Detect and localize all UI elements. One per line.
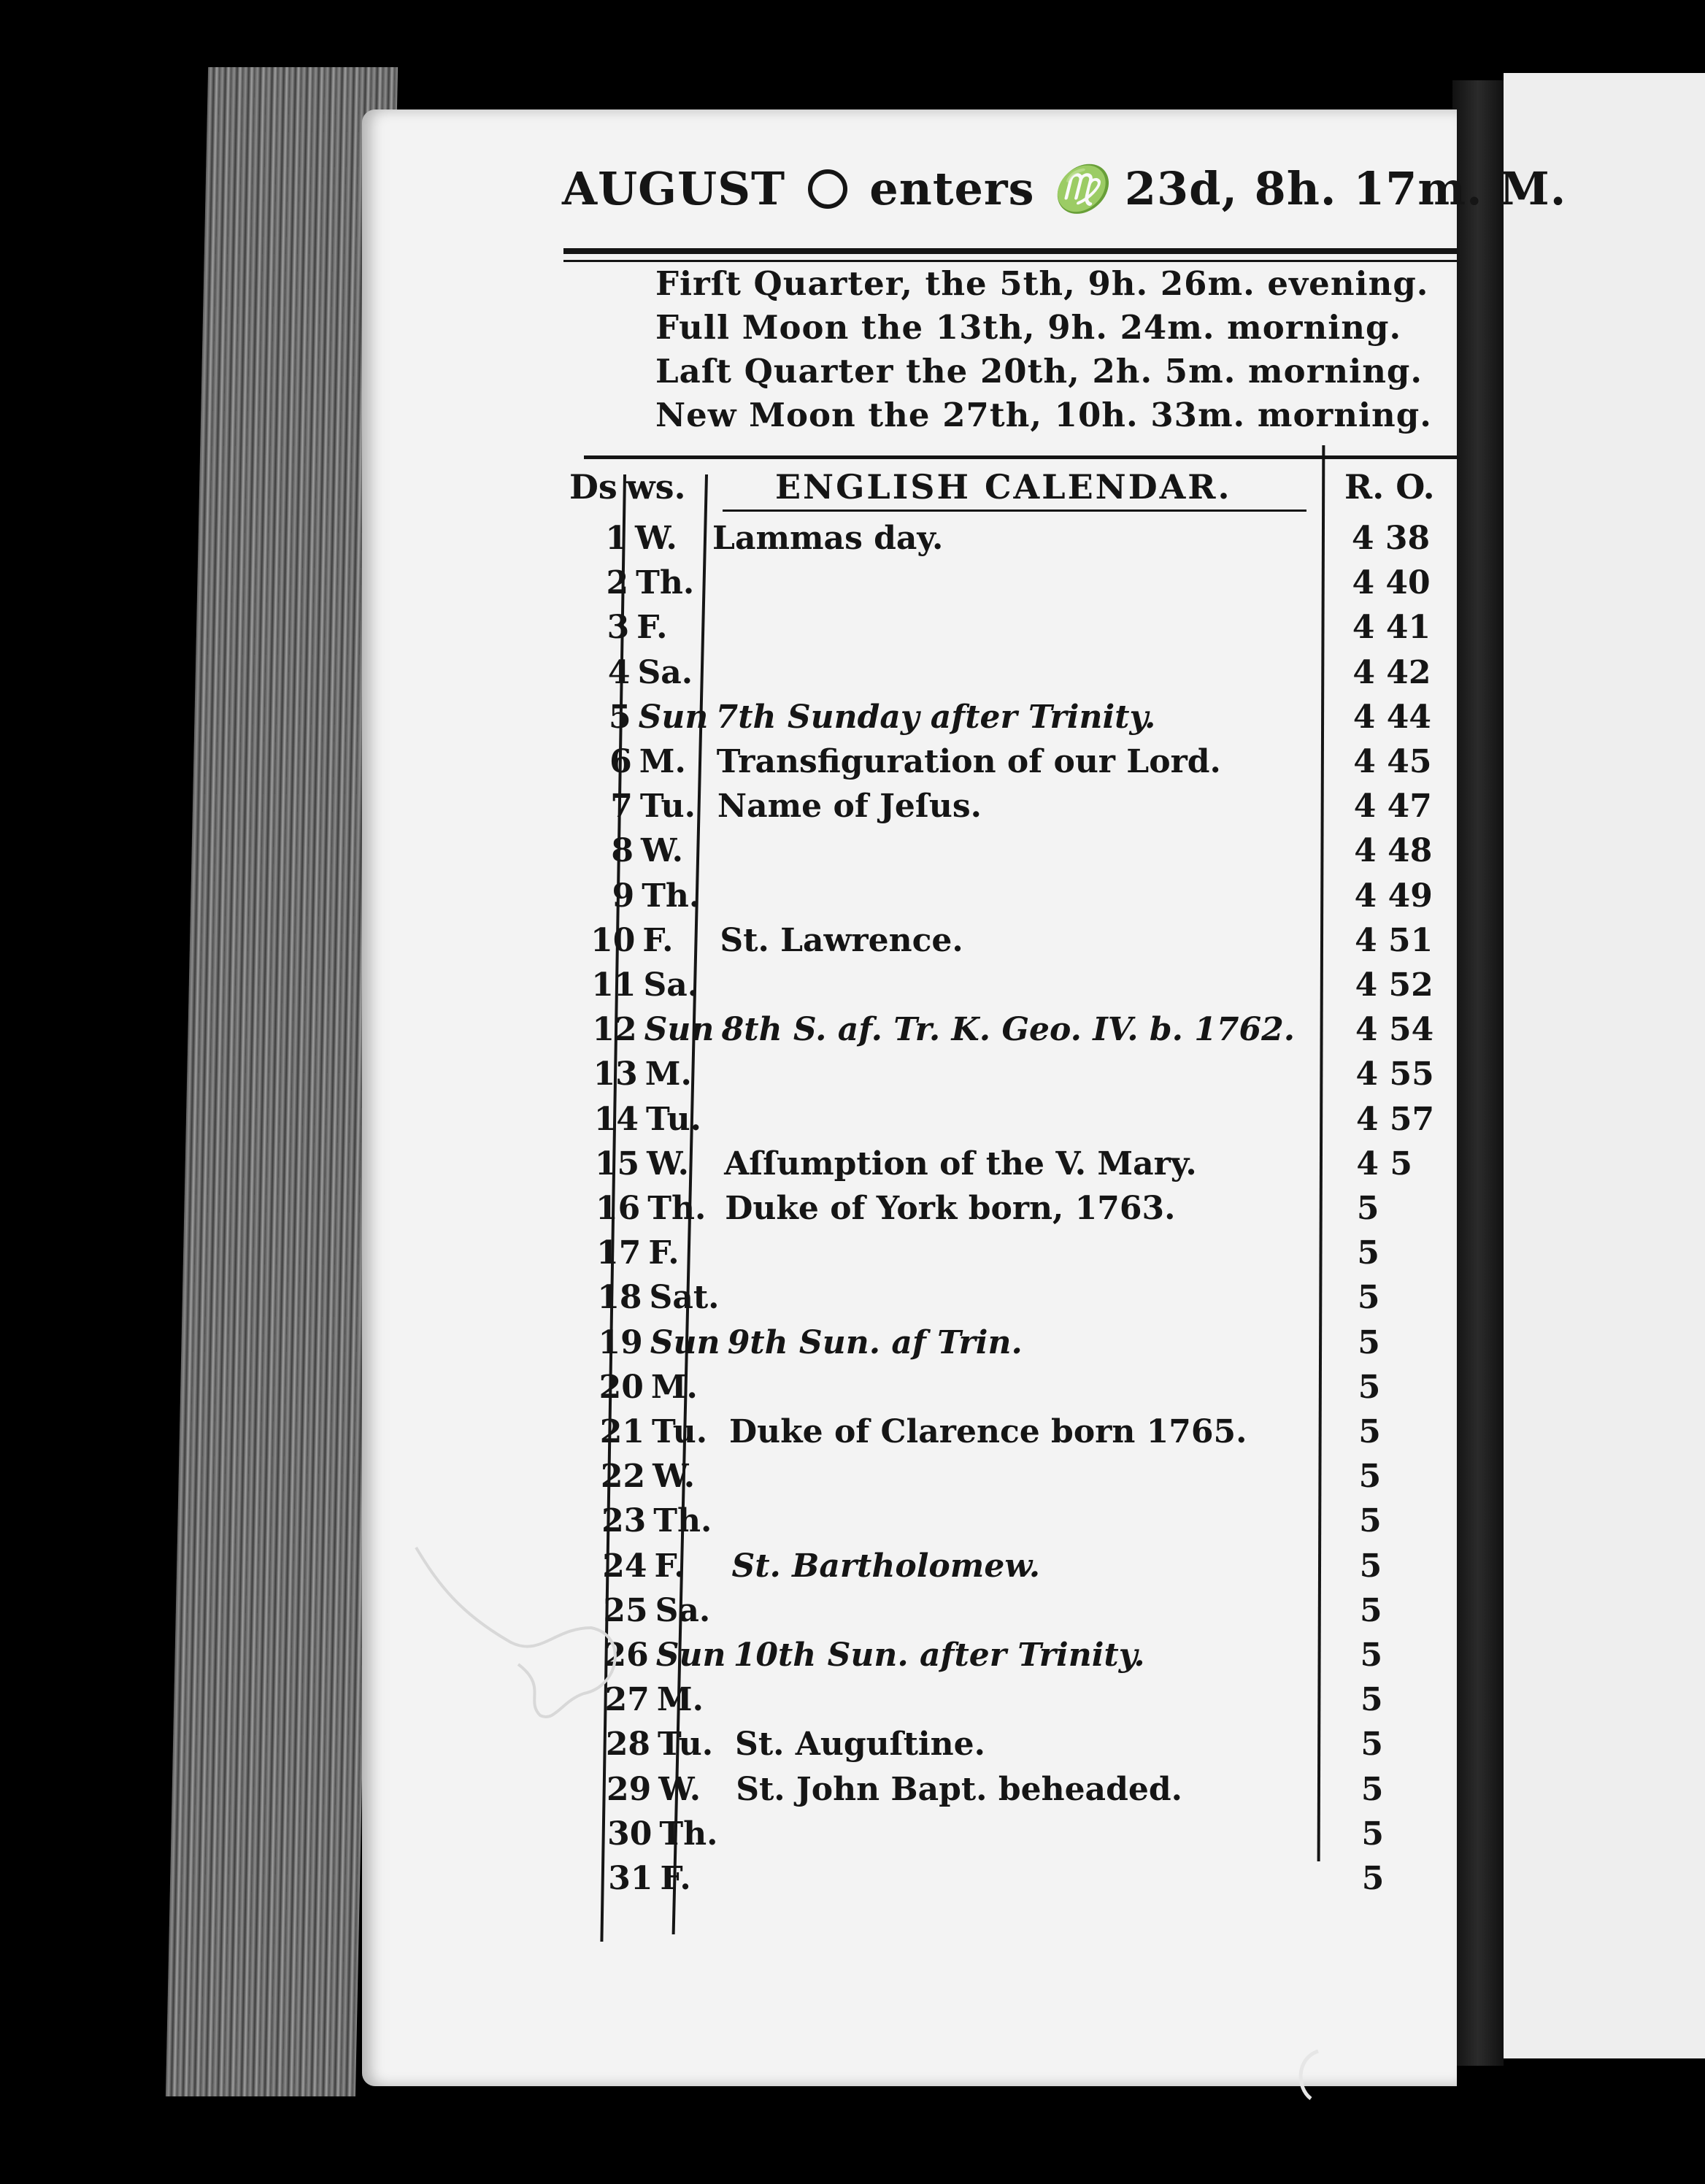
calendar-event: 7th Sunday after Trinity. [715,698,1156,736]
calendar-row [580,1056,1441,1099]
calendar-row [569,520,1431,564]
enters-word: enters [869,162,1035,215]
month-heading [562,162,1566,216]
weekday: W. [653,1458,696,1496]
calendar-event: Name of Jeſus. [717,788,982,826]
weekday: M. [650,1368,698,1406]
day-number: 19 [598,1323,643,1361]
calendar-event: St. Lawrence. [720,921,963,959]
day-number: 21 [599,1413,644,1450]
calendar-event: Duke of York born, 1763. [725,1190,1176,1227]
moon-phase-new-moon: New Moon the 27th, 10h. 33m. morning. [655,396,1432,434]
day-number: 12 [592,1011,637,1049]
day-number: 8 [611,832,634,870]
calendar-row [591,1681,1452,1725]
weekday: F. [660,1860,691,1897]
sunrise-time: 4 45 [1353,743,1432,780]
calendar-row [585,1324,1446,1368]
weekday: Tu. [658,1726,714,1764]
weekday: W. [641,832,683,870]
heading-rule-thin [563,260,1457,262]
calendar-event: Lammas day. [712,520,944,557]
weekday: M. [656,1681,704,1719]
sunrise-time: 5 [1360,1726,1384,1764]
weekday: Tu. [652,1413,708,1450]
day-number: 9 [612,877,635,915]
sunrise-time: 4 44 [1352,698,1431,736]
calendar-row [574,788,1436,831]
column-header-days: Ds [569,467,617,507]
weekday: Tu. [645,1100,701,1138]
sunrise-time: 4 55 [1355,1056,1434,1093]
sunrise-time: 4 42 [1352,653,1431,691]
sunrise-time: 4 54 [1355,1011,1434,1049]
sunrise-time: 4 38 [1352,520,1431,557]
sun-symbol-icon [808,169,847,209]
pencil-mark [1289,2044,1333,2102]
moon-phase-first-quarter: Firſt Quarter, the 5th, 9h. 26m. evening. [655,264,1429,303]
sunrise-time: 5 [1360,1681,1383,1719]
day-number: 6 [609,743,632,780]
calendar-row [571,609,1432,653]
weekday: Th. [642,877,701,915]
calendar-header-rule [723,510,1306,512]
calendar-row [570,564,1431,608]
sunrise-time: 5 [1358,1323,1380,1361]
day-number: 20 [599,1368,644,1406]
calendar-event: Transfiguration of our Lord. [716,743,1221,780]
calendar-event: Duke of Clarence born 1765. [729,1413,1247,1450]
weekday: Sa. [637,653,693,691]
day-number: 18 [597,1279,642,1317]
day-number: 17 [596,1234,642,1272]
calendar-row [579,1011,1440,1055]
sunrise-time: 5 [1357,1234,1379,1272]
weekday: Th. [659,1815,718,1853]
day-number: 27 [604,1681,650,1719]
day-number: 7 [610,788,633,826]
sunrise-time: 4 49 [1354,877,1433,915]
day-number: 24 [602,1547,647,1585]
entry-time: 23d, 8h. 17m. M. [1124,162,1567,215]
day-number: 22 [600,1458,646,1496]
calendar-row [587,1458,1448,1502]
weekday: Sun [638,698,709,736]
calendar-row [574,743,1435,787]
sunrise-time: 5 [1361,1815,1384,1853]
weekday: F. [636,609,668,647]
calendar-row [595,1860,1456,1904]
weekday: Sa. [643,966,699,1004]
sunrise-time: 4 40 [1352,564,1431,602]
day-number: 30 [607,1815,653,1853]
sunrise-time: 5 [1356,1190,1379,1227]
weekday: Th. [647,1190,707,1227]
sunrise-time: 5 [1358,1368,1381,1406]
day-number: 10 [590,921,636,959]
day-number: 15 [594,1145,640,1183]
calendar-row [573,699,1434,742]
day-number: 23 [601,1502,647,1540]
weekday: Sun [644,1011,715,1049]
calendar-row [592,1726,1453,1769]
weekday: W. [658,1770,701,1808]
sunrise-time: 5 [1359,1547,1382,1585]
weekday: Sun [650,1323,720,1361]
weekday: F. [642,921,674,959]
weekday: Th. [636,564,695,602]
day-number: 13 [593,1056,638,1093]
calendar-row [582,1190,1443,1234]
calendar-row [584,1279,1445,1323]
calendar-event: Aſſumption of the V. Mary. [724,1145,1197,1183]
day-number: 2 [606,564,629,602]
sunrise-time: 5 [1357,1279,1380,1317]
weekday: Sa. [655,1591,711,1629]
column-header-weeks: ws. [626,467,686,507]
calendar-row [585,1369,1447,1412]
day-number: 11 [591,966,636,1004]
day-number: 28 [605,1726,651,1764]
weekday: Sun [655,1637,726,1674]
calendar-row [586,1413,1447,1457]
day-number: 25 [603,1591,648,1629]
day-number: 14 [593,1100,639,1138]
column-header-calendar: ENGLISH CALENDAR. [775,467,1232,507]
day-number: 4 [607,653,631,691]
weekday: Th. [653,1502,712,1540]
calendar-row [590,1592,1451,1636]
sunrise-time: 4 48 [1354,832,1433,870]
calendar-row [578,966,1439,1010]
calendar-event: 9th Sun. af Trin. [727,1323,1023,1361]
day-number: 1 [605,520,628,557]
calendar-row [580,1101,1442,1145]
weekday: M. [639,743,686,780]
calendar-event: St. John Bapt. beheaded. [736,1770,1182,1808]
calendar-event: 8th S. af. Tr. K. Geo. IV. b. 1762. [721,1011,1296,1049]
sunrise-time: 4 41 [1352,609,1431,647]
calendar-row [581,1145,1442,1189]
calendar-row [590,1637,1452,1680]
day-number: 3 [607,609,630,647]
day-number: 26 [604,1637,649,1674]
column-header-rising: R. O. [1344,467,1435,507]
calendar-row [575,832,1436,876]
calendar-row [593,1771,1454,1815]
calendar-row [571,654,1433,698]
calendar-event: 10th Sun. after Trinity. [733,1637,1145,1674]
book-gutter [1452,80,1504,2066]
weekday: Sat. [649,1279,720,1317]
moon-phase-last-quarter: Laſt Quarter the 20th, 2h. 5m. morning. [655,352,1423,391]
pencil-scribble [409,1540,628,1723]
calendar-row [588,1502,1449,1546]
facing-page [1504,73,1705,2058]
sunrise-time: 5 [1360,1637,1383,1674]
calendar-event: St. Auguſtine. [735,1726,985,1764]
weekday: Tu. [639,788,696,826]
day-number: 31 [608,1860,653,1897]
sunrise-time: 5 [1360,1770,1384,1808]
calendar-row [577,922,1438,966]
month-title: AUGUST [562,162,786,215]
sunrise-time: 5 [1359,1502,1382,1540]
calendar-row [593,1815,1455,1859]
calendar-row [576,877,1437,921]
calendar-row [582,1234,1444,1278]
weekday: W. [647,1145,689,1183]
sunrise-time: 4 5 [1356,1145,1412,1183]
day-number: 29 [606,1770,652,1808]
weekday: M. [644,1056,692,1093]
day-number: 16 [596,1190,641,1227]
sunrise-time: 5 [1358,1458,1382,1496]
weekday: F. [648,1234,680,1272]
sunrise-time: 4 47 [1353,788,1432,826]
virgo-sign-icon: ♍ [1051,162,1109,215]
sunrise-time: 5 [1361,1860,1385,1897]
moon-phase-full-moon: Full Moon the 13th, 9h. 24m. morning. [655,308,1402,347]
calendar-event: St. Bartholomew. [731,1547,1041,1585]
table-top-rule [584,455,1457,459]
day-number: 5 [608,698,631,736]
sunrise-time: 4 51 [1355,921,1433,959]
sunrise-time: 4 57 [1355,1100,1435,1138]
calendar-row [588,1547,1450,1591]
weekday: F. [654,1547,685,1585]
weekday: W. [635,520,677,557]
sunrise-time: 5 [1360,1591,1382,1629]
heading-rule [563,248,1457,254]
sunrise-time: 4 52 [1355,966,1433,1004]
sunrise-time: 5 [1358,1413,1381,1450]
